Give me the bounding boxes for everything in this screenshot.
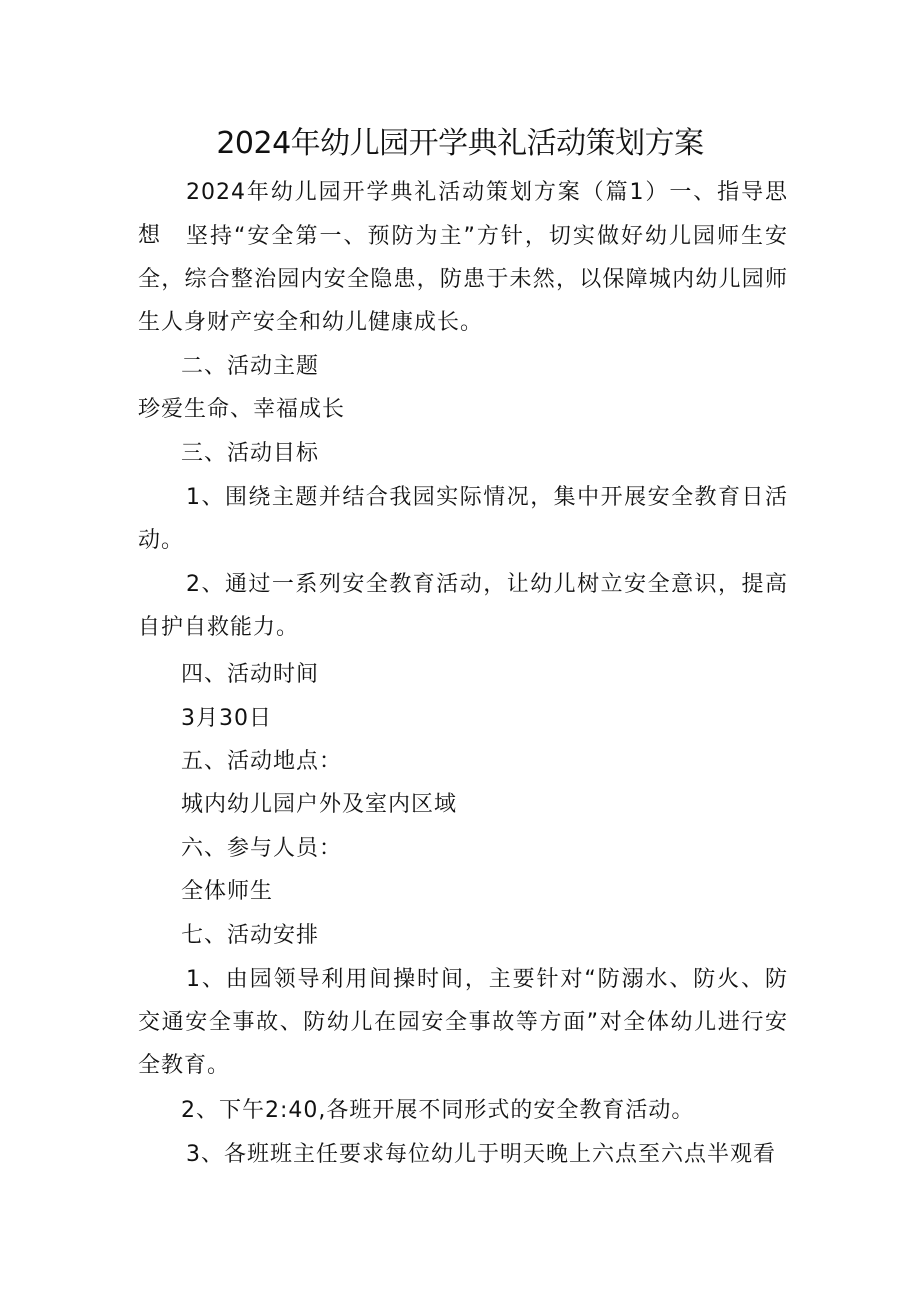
paragraph-participants: 全体师生 [181,879,274,904]
paragraph-arrangement-2: 2、下午2:40,各班开展不同形式的安全教育活动。 [181,1098,695,1123]
paragraph-theme: 珍爱生命、幸福成长 [138,397,346,422]
heading-activity-location: 五、活动地点： [181,749,343,774]
paragraph-date: 3月30日 [181,706,272,731]
heading-activity-theme: 二、活动主题 [181,354,320,379]
paragraph-guiding-thought: 坚持“安全第一、预防为主”方针，切实做好幼儿园师生安全，综合整治园内安全隐患，防患于未然，以保障城内幼儿园师生人身财产安全和幼儿健康成长。 [138,224,788,335]
paragraph-goal-2: 2、通过一系列安全教育活动，让幼儿树立安全意识，提高自护自救能力。 [138,572,788,640]
paragraph-location: 城内幼儿园户外及室内区域 [181,792,458,817]
paragraph-goal-1: 1、围绕主题并结合我园实际情况，集中开展安全教育日活动。 [138,485,788,553]
paragraph-intro: 2024年幼儿园开学典礼活动策划方案（篇1）一、指导思想 [138,180,788,248]
paragraph-arrangement-1: 1、由园领导利用间操时间，主要针对“防溺水、防火、防交通安全事故、防幼儿在园安全事故等方面”对全体幼儿进行安全教育。 [138,967,788,1078]
document-title: 2024年幼儿园开学典礼活动策划方案 [216,126,704,161]
heading-activity-time: 四、活动时间 [181,662,320,687]
heading-participants: 六、参与人员： [181,836,343,861]
paragraph-arrangement-3: 3、各班班主任要求每位幼儿于明天晚上六点至六点半观看 [186,1142,776,1167]
heading-activity-goals: 三、活动目标 [181,441,320,466]
heading-activity-arrangement: 七、活动安排 [181,923,320,948]
